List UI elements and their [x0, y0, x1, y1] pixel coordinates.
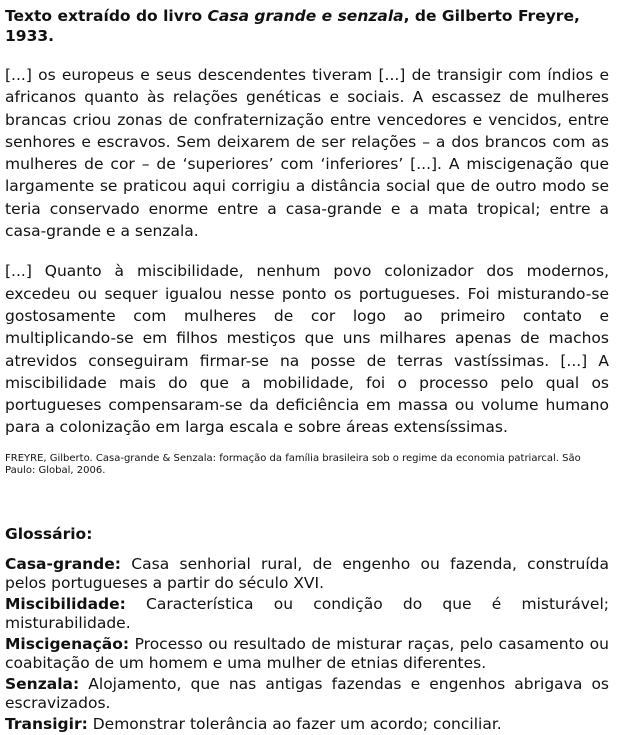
glossary-definition: Casa senhorial rural, de engenho ou fazenda, construída pelos portugueses a partir do século XVI.	[5, 554, 609, 593]
book-title: Casa grande e senzala	[207, 7, 404, 25]
glossary-term: Miscigenação:	[5, 634, 130, 653]
quote-paragraph-2: [...] Quanto à miscibilidade, nenhum povo colonizador dos modernos, excedeu ou sequer igualou nesse ponto os portugueses. Foi misturando-se gostosamente com mulheres de cor logo ao primeiro contato e multiplicando-se em filhos mestiços que uns milhares apenas de machos atrevidos conseguiram firmar-se na posse de terras vastíssimas. [...] A miscibilidade mais do que a mobilidade, foi o processo pelo qual os portugueses compensaram-se da deficiência em massa ou volume humano para a colonização em larga escala e sobre áreas extensíssimas.	[5, 262, 609, 437]
glossary-list	[5, 555, 609, 735]
glossary-definition: Demonstrar tolerância ao fazer um acordo; conciliar.	[87, 714, 502, 733]
glossary-definition: Alojamento, que nas antigas fazendas e engenhos abrigava os escravizados.	[5, 674, 609, 713]
glossary-term: Miscibilidade:	[5, 594, 126, 613]
glossary-item-casa-grande	[5, 555, 609, 594]
title-suffix: , de Gilberto Freyre, 1933.	[5, 7, 580, 45]
glossary-item-senzala	[5, 675, 609, 714]
title-prefix: Texto extraído do livro	[5, 7, 208, 25]
glossary-heading: Glossário:	[5, 524, 93, 543]
glossary-definition: Processo ou resultado de misturar raças, pelo casamento ou coabitação de um homem e uma mulher de etnias diferentes.	[5, 634, 609, 673]
glossary-item-transigir	[5, 715, 609, 735]
glossary-definition: Característica ou condição do que é misturável; misturabilidade.	[5, 594, 609, 633]
bibliographic-reference: FREYRE, Gilberto. Casa-grande & Senzala: formação da família brasileira sob o regime da economia patriarcal. São Paulo: Global, 2006.	[5, 452, 581, 476]
quote-paragraph-1: [...] os europeus e seus descendentes tiveram [...] de transigir com índios e africanos quanto às relações genéticas e sociais. A escassez de mulheres brancas criou zonas de confraternização entre vencedores e vencidos, entre senhores e escravos. Sem deixarem de ser relações – a dos brancos com as mulheres de cor – de ‘superiores’ com ‘inferiores’ [...]. A miscigenação que largamente se praticou aqui corrigiu a distância social que de outro modo se teria conservado enorme entre a casa-grande e a mata tropical; entre a casa-grande e a senzala.	[5, 66, 609, 241]
document-title	[5, 6, 609, 46]
glossary-term: Senzala:	[5, 674, 80, 693]
glossary-term: Casa-grande:	[5, 554, 121, 573]
glossary-item-miscigenacao	[5, 635, 609, 674]
glossary-item-miscibilidade	[5, 595, 609, 634]
document-page	[5, 6, 609, 735]
glossary-term: Transigir:	[5, 714, 88, 733]
